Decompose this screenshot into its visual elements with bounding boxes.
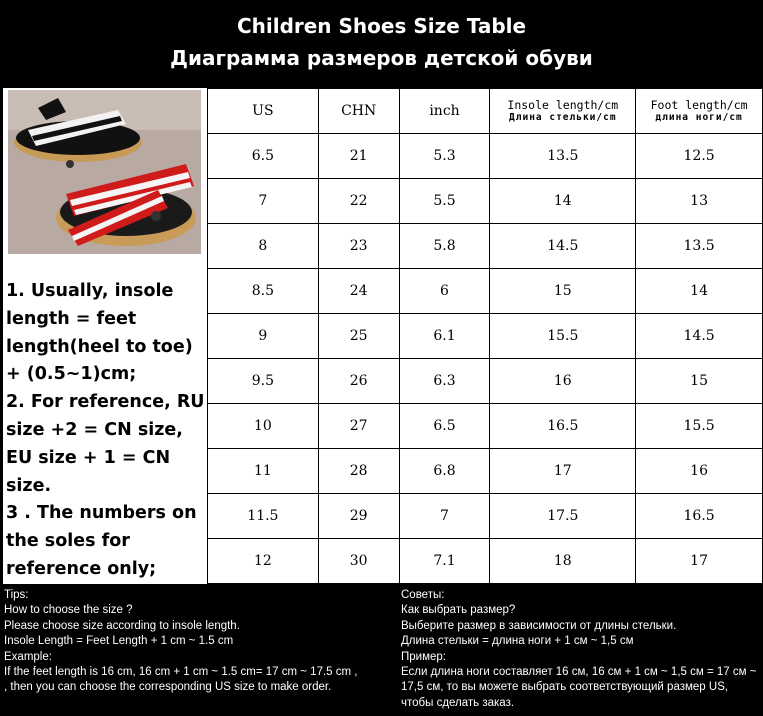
column-header-foot: Foot length/cm длина ноги/cm xyxy=(636,89,763,134)
table-cell: 29 xyxy=(318,494,399,539)
column-header-insole: Insole length/cm Длина стельки/cm xyxy=(490,89,636,134)
tips-english xyxy=(4,588,394,696)
product-photo xyxy=(8,90,201,254)
table-cell: 13.5 xyxy=(490,134,636,179)
page-title: Children Shoes Size Table xyxy=(236,14,527,38)
table-cell: 6.1 xyxy=(399,314,490,359)
table-cell: 28 xyxy=(318,449,399,494)
note-item: 3 . The numbers on the soles for reference only; xyxy=(6,503,197,579)
header-banner xyxy=(0,0,763,86)
table-cell: 12.5 xyxy=(636,134,763,179)
table-row xyxy=(208,179,763,224)
table-cell: 15 xyxy=(490,269,636,314)
tips-line: Tips: xyxy=(4,589,29,601)
table-cell: 16.5 xyxy=(636,494,763,539)
table-cell: 16.5 xyxy=(490,404,636,449)
table-cell: 5.8 xyxy=(399,224,490,269)
table-row xyxy=(208,224,763,269)
table-cell: 8 xyxy=(208,224,319,269)
table-cell: 25 xyxy=(318,314,399,359)
table-cell: 18 xyxy=(490,539,636,584)
table-cell: 6.8 xyxy=(399,449,490,494)
sandals-image xyxy=(8,90,201,254)
table-cell: 13.5 xyxy=(636,224,763,269)
tips-line: Если длина ноги составляет 16 см, 16 см + 1 см ~ 1,5 см = 17 см ~ 17,5 см, то вы можете выбрать соответствующий размер US, чтобы сделать заказ. xyxy=(401,666,757,709)
tips-line: Как выбрать размер? xyxy=(401,604,516,617)
tips-line: How to choose the size ? xyxy=(4,604,133,617)
table-cell: 26 xyxy=(318,359,399,404)
page-subtitle: Диаграмма размеров детской обуви xyxy=(170,46,593,70)
table-cell: 21 xyxy=(318,134,399,179)
column-header-inch: inch xyxy=(399,89,490,134)
table-row xyxy=(208,314,763,359)
table-cell: 15.5 xyxy=(490,314,636,359)
table-cell: 14.5 xyxy=(636,314,763,359)
table-cell: 17.5 xyxy=(490,494,636,539)
size-notes xyxy=(6,278,207,584)
note-item: 2. For reference, RU size +2 = CN size, EU size + 1 = CN size. xyxy=(6,392,205,496)
table-cell: 7.1 xyxy=(399,539,490,584)
table-cell: 24 xyxy=(318,269,399,314)
table-cell: 6.5 xyxy=(208,134,319,179)
table-cell: 16 xyxy=(636,449,763,494)
table-cell: 10 xyxy=(208,404,319,449)
table-header-row xyxy=(208,89,763,134)
note-item: 1. Usually, insole length = feet length(heel to toe) + (0.5~1)cm; xyxy=(6,281,193,385)
table-cell: 11 xyxy=(208,449,319,494)
table-cell: 17 xyxy=(636,539,763,584)
left-panel xyxy=(3,88,207,584)
table-cell: 5.3 xyxy=(399,134,490,179)
tips-line: , then you can choose the corresponding US size to make order. xyxy=(4,681,332,694)
table-cell: 11.5 xyxy=(208,494,319,539)
table-cell: 9 xyxy=(208,314,319,359)
table-row xyxy=(208,494,763,539)
table-cell: 15 xyxy=(636,359,763,404)
table-cell: 9.5 xyxy=(208,359,319,404)
tips-line: Советы: xyxy=(401,589,445,601)
table-cell: 30 xyxy=(318,539,399,584)
column-header-us: US xyxy=(208,89,319,134)
table-cell: 7 xyxy=(208,179,319,224)
table-cell: 23 xyxy=(318,224,399,269)
tips-line: Please choose size according to insole length. xyxy=(4,619,240,632)
table-cell: 22 xyxy=(318,179,399,224)
table-cell: 14 xyxy=(636,269,763,314)
tips-line: Insole Length = Feet Length + 1 cm ~ 1.5 cm xyxy=(4,635,234,648)
column-header-chn: CHN xyxy=(318,89,399,134)
tips-line: If the feet length is 16 cm, 16 cm + 1 cm ~ 1.5 cm= 17 cm ~ 17.5 cm , xyxy=(4,666,358,679)
table-cell: 14 xyxy=(490,179,636,224)
table-cell: 27 xyxy=(318,404,399,449)
table-cell: 8.5 xyxy=(208,269,319,314)
table-row xyxy=(208,404,763,449)
table-cell: 15.5 xyxy=(636,404,763,449)
table-cell: 6.3 xyxy=(399,359,490,404)
table-row xyxy=(208,134,763,179)
table-body xyxy=(208,134,763,584)
tips-russian xyxy=(401,588,761,711)
table-row xyxy=(208,539,763,584)
table-row xyxy=(208,359,763,404)
table-cell: 14.5 xyxy=(490,224,636,269)
table-cell: 7 xyxy=(399,494,490,539)
tips-line: Длина стельки = длина ноги + 1 см ~ 1,5 см xyxy=(401,635,634,648)
table-cell: 17 xyxy=(490,449,636,494)
table-cell: 12 xyxy=(208,539,319,584)
table-cell: 13 xyxy=(636,179,763,224)
tips-line: Example: xyxy=(4,650,52,663)
size-table xyxy=(207,88,763,584)
table-row xyxy=(208,449,763,494)
table-cell: 16 xyxy=(490,359,636,404)
table-cell: 5.5 xyxy=(399,179,490,224)
table-cell: 6.5 xyxy=(399,404,490,449)
table-cell: 6 xyxy=(399,269,490,314)
tips-line: Пример: xyxy=(401,650,446,663)
table-row xyxy=(208,269,763,314)
tips-line: Выберите размер в зависимости от длины стельки. xyxy=(401,619,677,632)
